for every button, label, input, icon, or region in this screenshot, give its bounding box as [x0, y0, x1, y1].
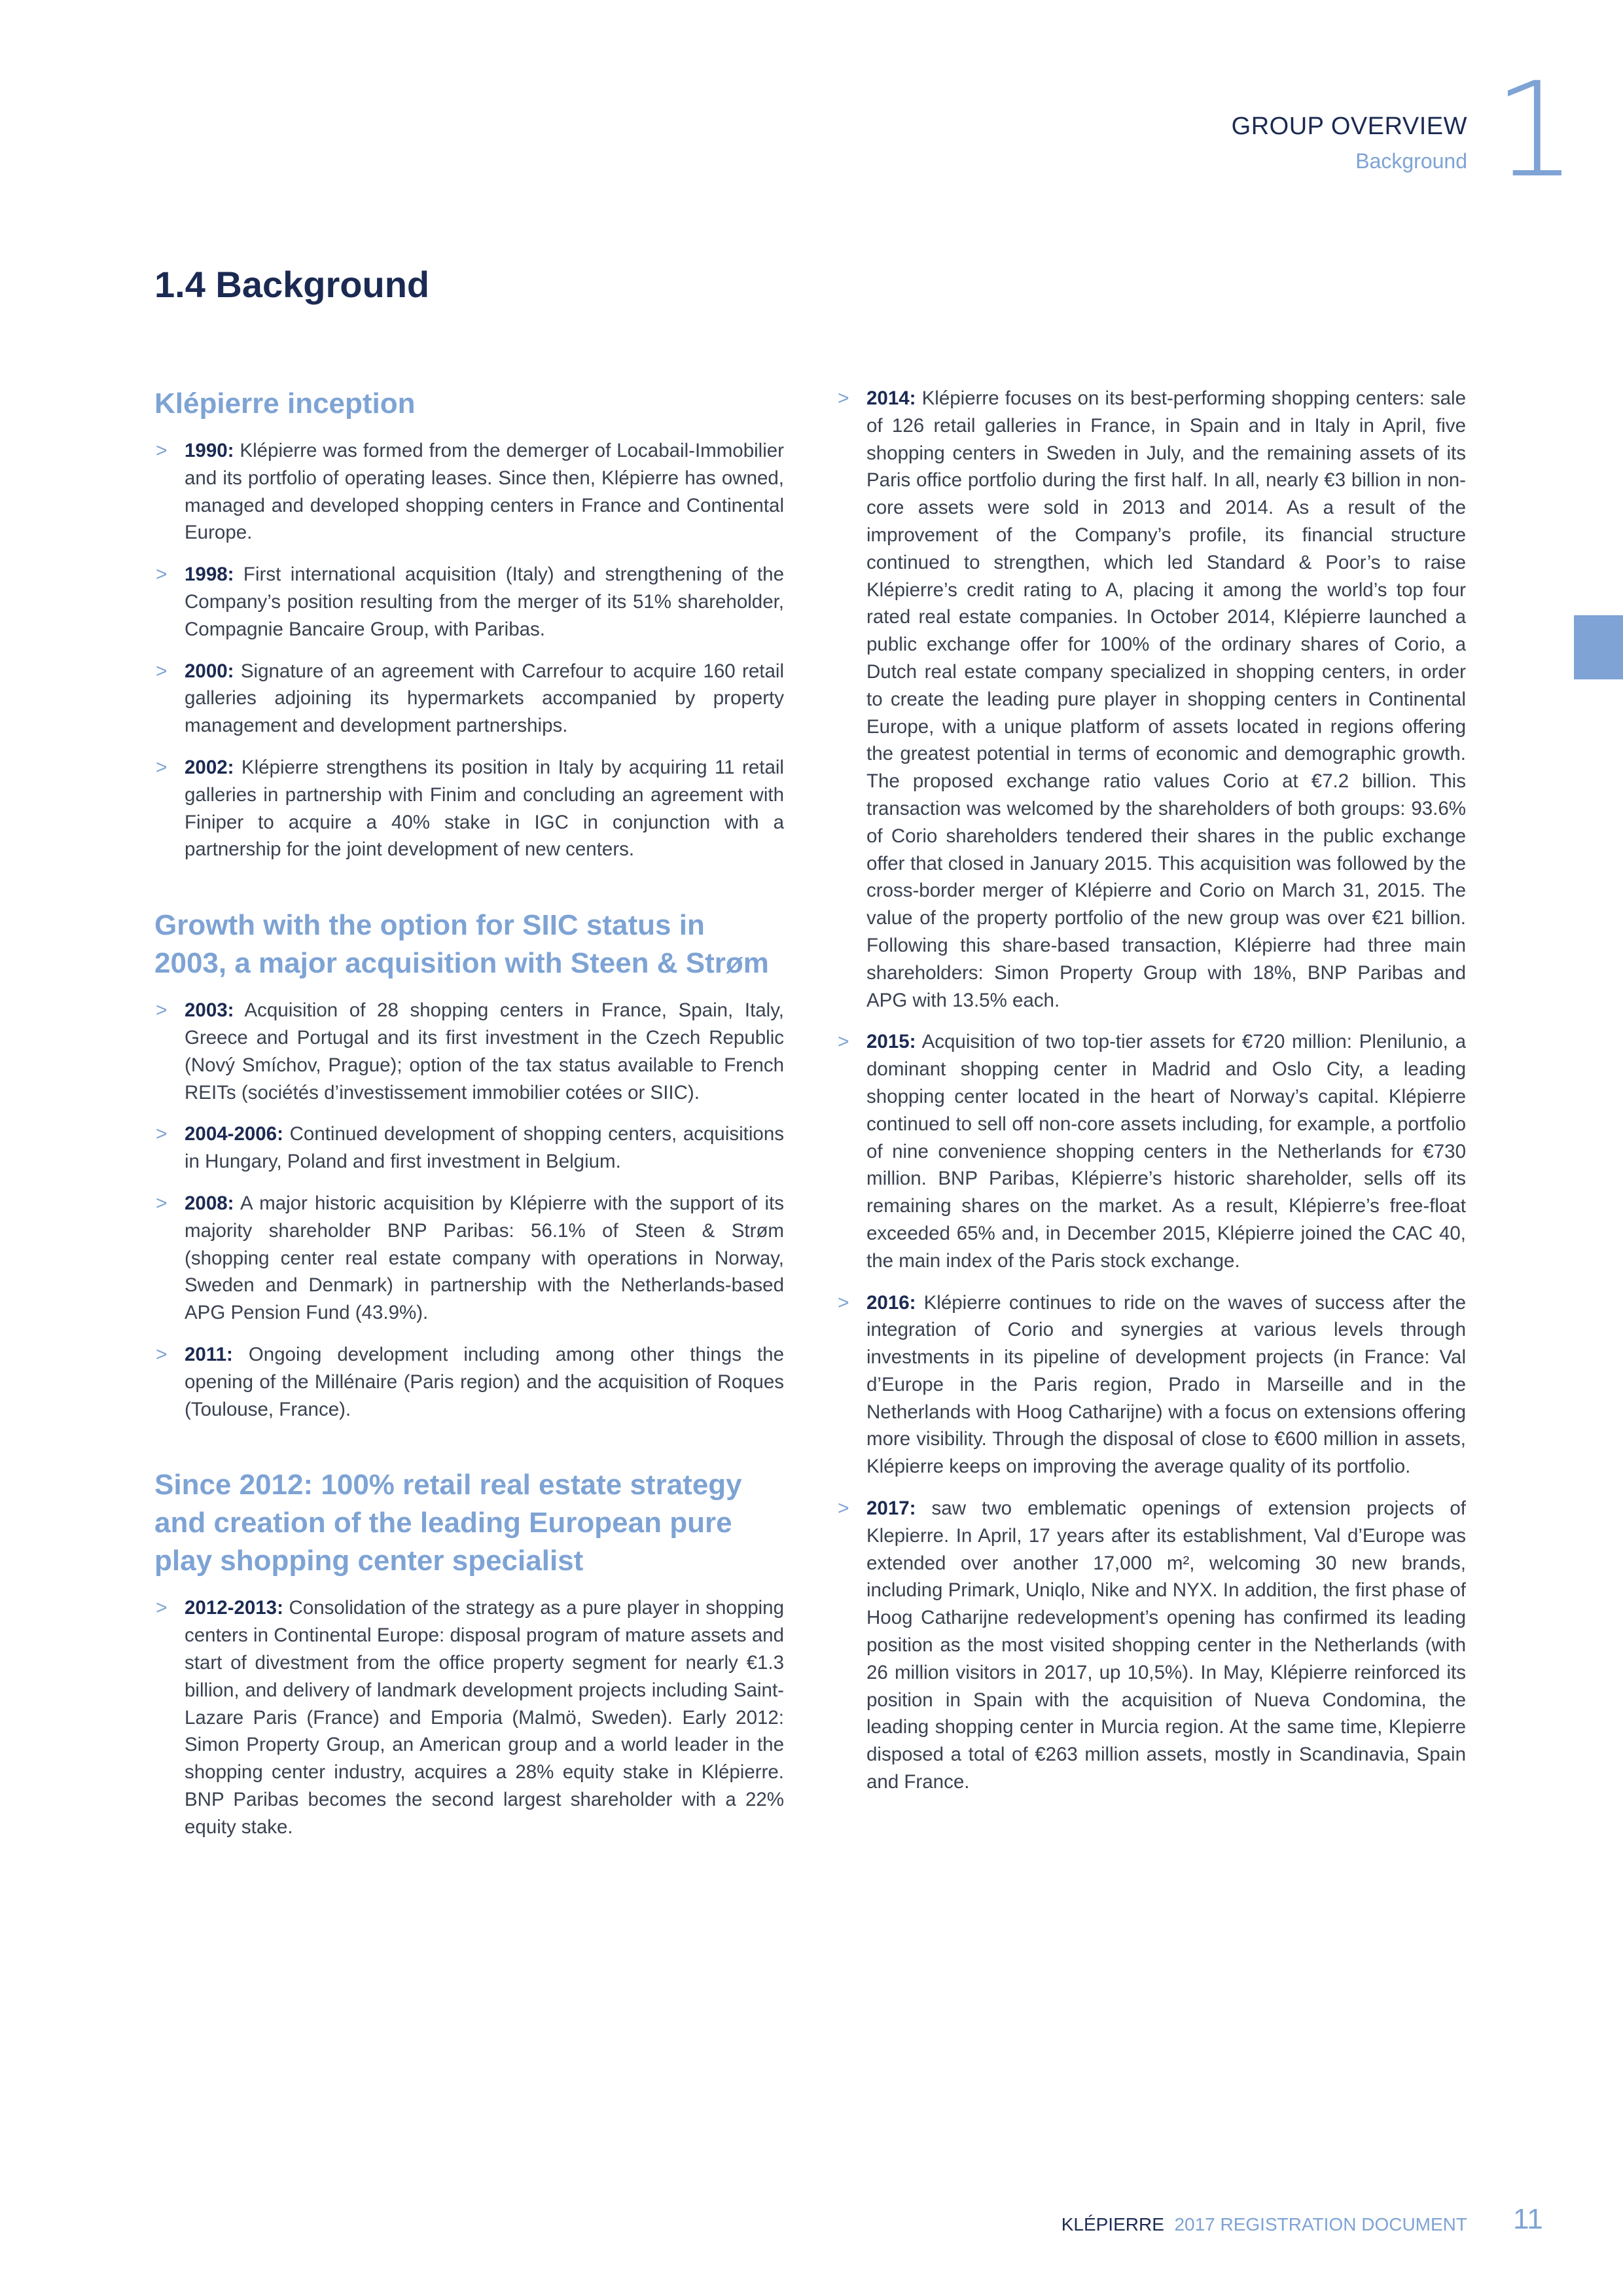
timeline-year: 2015:	[866, 1031, 916, 1053]
timeline-year: 2003:	[185, 999, 234, 1022]
left-column	[154, 385, 784, 1855]
bullet-icon: >	[156, 1343, 168, 1365]
timeline-year: 2002:	[185, 756, 234, 778]
timeline-year: 1990:	[185, 440, 234, 461]
timeline-year: 2004-2006:	[185, 1123, 283, 1145]
bullet-icon: >	[838, 1031, 849, 1053]
timeline-text: Klépierre continues to ride on the waves of success after the integration of Corio and synergies at various levels through investments in its pipeline of development projects (in France: Val d’Europe in the Paris region, Prado in Marseille and in the Netherlands with Hoog Catharijne) with a focus on extensions offering more visibility. Through the disposal of close to €600 million in assets, Klépierre keeps on improving the average quality of its portfolio.	[866, 1291, 1466, 1478]
bullet-icon: >	[156, 1123, 168, 1145]
bullet-icon: >	[156, 564, 168, 586]
page-title: 1.4 Background	[154, 264, 430, 305]
timeline-text: Signature of an agreement with Carrefour to acquire 160 retail galleries adjoining its hypermarkets accompanied by property management and development partnerships.	[185, 660, 784, 737]
timeline-item-2015	[836, 1028, 1466, 1274]
footer	[1061, 2214, 1467, 2235]
timeline-text: Klépierre was formed from the demerger of Locabail-Immobilier and its portfolio of operating leases. Since then, Klépierre has owned, managed and developed shopping centers in France and Continental Europe.	[185, 440, 784, 544]
timeline-item-2016	[836, 1289, 1466, 1481]
header-title: GROUP OVERVIEW	[1231, 113, 1467, 140]
timeline-item-1998	[154, 561, 784, 643]
bullet-icon: >	[156, 660, 168, 682]
bullet-icon: >	[838, 387, 849, 409]
timeline-item-2011	[154, 1341, 784, 1423]
chapter-number: 1	[1493, 54, 1577, 207]
bullet-icon: >	[838, 1498, 849, 1520]
right-column	[836, 385, 1466, 1810]
timeline-year: 1998:	[185, 564, 234, 586]
timeline-text: saw two emblematic openings of extension projects of Klepierre. In April, 17 years after its establishment, Val d’Europe was extended over another 17,000 m², welcoming 30 new brands, including Primark, Uniqlo, Nike and NYX. In addition, the first phase of Hoog Catharijne redevelopment’s opening has confirmed its leading position as the most visited shopping center in the Netherlands (with 26 million visitors in 2017, up 10,5%). In May, Klépierre reinforced its position in Spain with the acquisition of Nueva Condomina, the leading shopping center in Murcia region. At the same time, Klepierre disposed a total of €263 million assets, mostly in Scandinavia, Spain and France.	[866, 1498, 1466, 1793]
timeline-year: 2012-2013:	[185, 1597, 283, 1619]
timeline-year: 2008:	[185, 1192, 234, 1214]
timeline-text: Klépierre strengthens its position in Italy by acquiring 11 retail galleries in partnership with Finim and concluding an agreement with Finiper to acquire a 40% stake in IGC in conjunction with a partnership for the joint development of new centers.	[185, 756, 784, 861]
timeline-text: First international acquisition (Italy) and strengthening of the Company’s position resulting from the merger of its 51% shareholder, Compagnie Bancaire Group, with Paribas.	[185, 564, 784, 640]
footer-document: 2017 REGISTRATION DOCUMENT	[1174, 2214, 1467, 2234]
timeline-text: Klépierre focuses on its best-performing shopping centers: sale of 126 retail galleries in France, in Spain and in Italy in April, five shopping centers in Sweden in July, and the remaining assets of its Paris office portfolio during the first half. In all, nearly €3 billion in non-core assets were sold in 2013 and 2014. As a result of the improvement of the Company’s profile, its financial structure continued to strengthen, which led Standard & Poor’s to raise Klépierre’s credit rating to A, placing it among the world’s top four rated real estate companies. In October 2014, Klépierre launched a public exchange offer for 100% of the ordinary shares of Corio, a Dutch real estate company specialized in shopping centers, in order to create the leading pure player in shopping centers in Continental Europe, with a unique platform of assets located in regions offering the greatest potential in terms of economic and demographic growth. The proposed exchange ratio values Corio at €7.2 billion. This transaction was welcomed by the shareholders of both groups: 93.6% of Corio shareholders tendered their shares in the public exchange offer that closed in January 2015. This acquisition was followed by the cross-border merger of Klépierre and Corio on March 31, 2015. The value of the property portfolio of the new group was over €21 billion. Following this share-based transaction, Klépierre had three main shareholders: Simon Property Group with 18%, BNP Paribas and APG with 13.5% each.	[866, 387, 1466, 1011]
header-subtitle: Background	[1355, 149, 1467, 173]
timeline-year: 2017:	[866, 1498, 916, 1520]
bullet-icon: >	[156, 440, 168, 461]
chapter-side-tab	[1574, 615, 1623, 679]
timeline-item-2008	[154, 1190, 784, 1327]
timeline-item-2002	[154, 754, 784, 863]
section-heading-growth: Growth with the option for SIIC status in 2003, a major acquisition with Steen & Strøm	[154, 909, 769, 980]
timeline-text: A major historic acquisition by Klépierre with the support of its majority shareholder BNP Paribas: 56.1% of Steen & Strøm (shopping center real estate company with operations in Norway, Sweden and Denmark) in partnership with the Netherlands-based APG Pension Fund (43.9%).	[185, 1192, 784, 1324]
timeline-text: Continued development of shopping centers, acquisitions in Hungary, Poland and first investment in Belgium.	[185, 1123, 784, 1173]
bullet-icon: >	[156, 1597, 168, 1619]
timeline-text: Consolidation of the strategy as a pure player in shopping centers in Continental Europe: disposal program of mature assets and start of divestment from the office property segment for nearly €1.3 billion, and delivery of landmark development projects including Saint-Lazare Paris (France) and Emporia (Malmö, Sweden). Early 2012: Simon Property Group, an American group and a world leader in the shopping center industry, acquires a 28% equity stake in Klépierre. BNP Paribas becomes the second largest shareholder with a 22% equity stake.	[185, 1597, 784, 1838]
timeline-text: Acquisition of 28 shopping centers in France, Spain, Italy, Greece and Portugal and its first investment in the Czech Republic (Nový Smíchov, Prague); option of the tax status available to French REITs (sociétés d’investissement immobilier cotées or SIIC).	[185, 999, 784, 1103]
timeline-item-2017	[836, 1495, 1466, 1796]
section-heading-since-2012: Since 2012: 100% retail real estate strategy and creation of the leading European pure play shopping center specialist	[154, 1469, 742, 1577]
timeline-item-2012-2013	[154, 1594, 784, 1840]
timeline-year: 2011:	[185, 1343, 233, 1365]
timeline-text: Ongoing development including among other things the opening of the Millénaire (Paris region) and the acquisition of Roques (Toulouse, France).	[185, 1343, 784, 1420]
bullet-icon: >	[156, 999, 168, 1022]
timeline-item-2000	[154, 658, 784, 740]
page-number: 11	[1513, 2203, 1543, 2235]
timeline-year: 2016:	[866, 1291, 916, 1314]
timeline-text: Acquisition of two top-tier assets for €720 million: Plenilunio, a dominant shopping center in Madrid and Oslo City, a leading shopping center located in the heart of Norway’s capital. Klépierre continued to sell off non-core assets including, for example, a portfolio of nine convenience shopping centers in the Netherlands for €730 million. BNP Paribas, Klépierre’s historic shareholder, sells off its remaining shares on the market. As a result, Klépierre’s free-float exceeded 65% and, in December 2015, Klépierre joined the CAC 40, the main index of the Paris stock exchange.	[866, 1031, 1466, 1272]
bullet-icon: >	[156, 756, 168, 778]
bullet-icon: >	[838, 1291, 849, 1314]
timeline-item-2003	[154, 997, 784, 1106]
timeline-item-2004-2006	[154, 1121, 784, 1175]
timeline-item-1990	[154, 437, 784, 547]
timeline-year: 2014:	[866, 387, 916, 409]
timeline-item-2014	[836, 385, 1466, 1014]
footer-company: KLÉPIERRE	[1061, 2214, 1164, 2234]
timeline-year: 2000:	[185, 660, 234, 682]
section-heading-inception: Klépierre inception	[154, 387, 416, 420]
bullet-icon: >	[156, 1192, 168, 1214]
